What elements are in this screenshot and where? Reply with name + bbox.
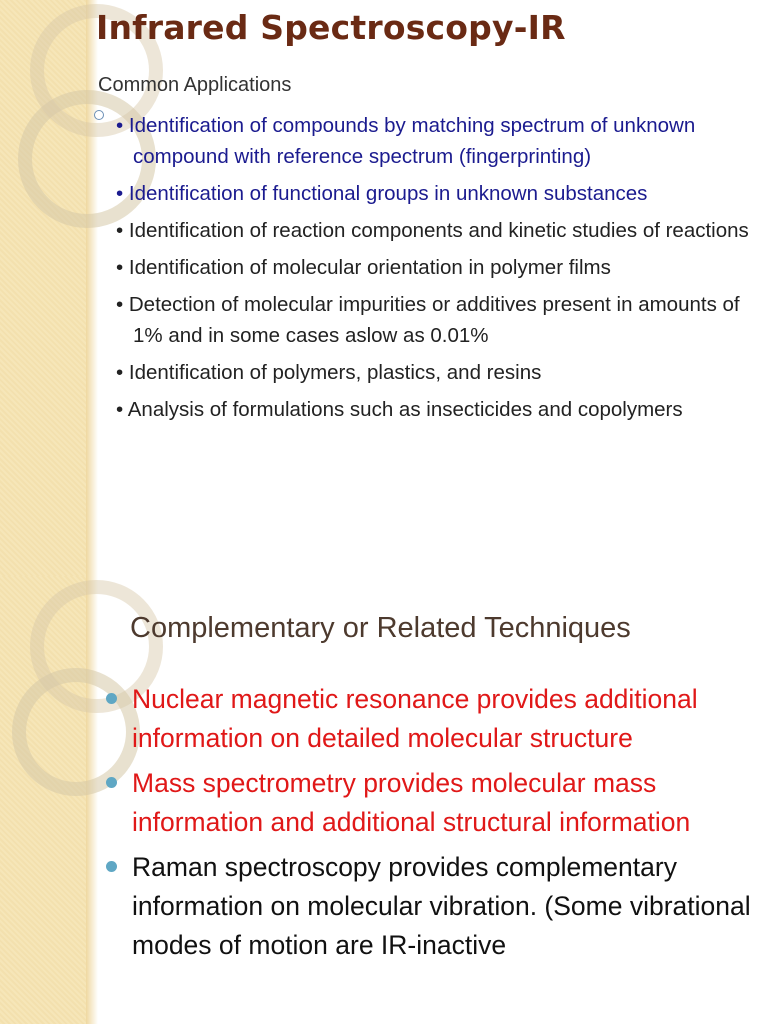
bullet-icon	[106, 693, 117, 704]
bullet-icon	[106, 861, 117, 872]
list-item-text: Nuclear magnetic resonance provides additional information on detailed molecular structure	[132, 684, 698, 753]
list-item: • Detection of molecular impurities or additives present in amounts of 1% and in some cases aslow as 0.01%	[116, 293, 740, 347]
slide-title: Complementary or Related Techniques	[130, 612, 631, 644]
list-item: • Identification of polymers, plastics, and resins	[116, 361, 542, 384]
applications-list	[116, 110, 756, 431]
bullet-icon	[106, 777, 117, 788]
slide-title: Infrared Spectroscopy-IR	[96, 8, 566, 47]
list-item: • Identification of reaction components and kinetic studies of reactions	[116, 219, 749, 242]
list-item	[106, 848, 756, 965]
slide-related-techniques	[0, 576, 768, 1024]
list-item	[106, 764, 756, 842]
list-item-text: Raman spectroscopy provides complementary information on molecular vibration. (Some vibrational modes of motion are IR-inactive	[132, 852, 751, 960]
section-subtitle: Common Applications	[98, 74, 292, 96]
list-item	[106, 680, 756, 758]
list-item: • Analysis of formulations such as insecticides and copolymers	[116, 398, 683, 421]
list-item-text: Mass spectrometry provides molecular mass information and additional structural information	[132, 768, 691, 837]
techniques-list	[106, 680, 756, 971]
list-item: • Identification of molecular orientation in polymer films	[116, 256, 611, 279]
list-item: • Identification of functional groups in unknown substances	[116, 182, 648, 205]
small-circle-icon	[94, 110, 104, 120]
list-item: • Identification of compounds by matching spectrum of unknown compound with reference spectrum (fingerprinting)	[116, 114, 696, 168]
